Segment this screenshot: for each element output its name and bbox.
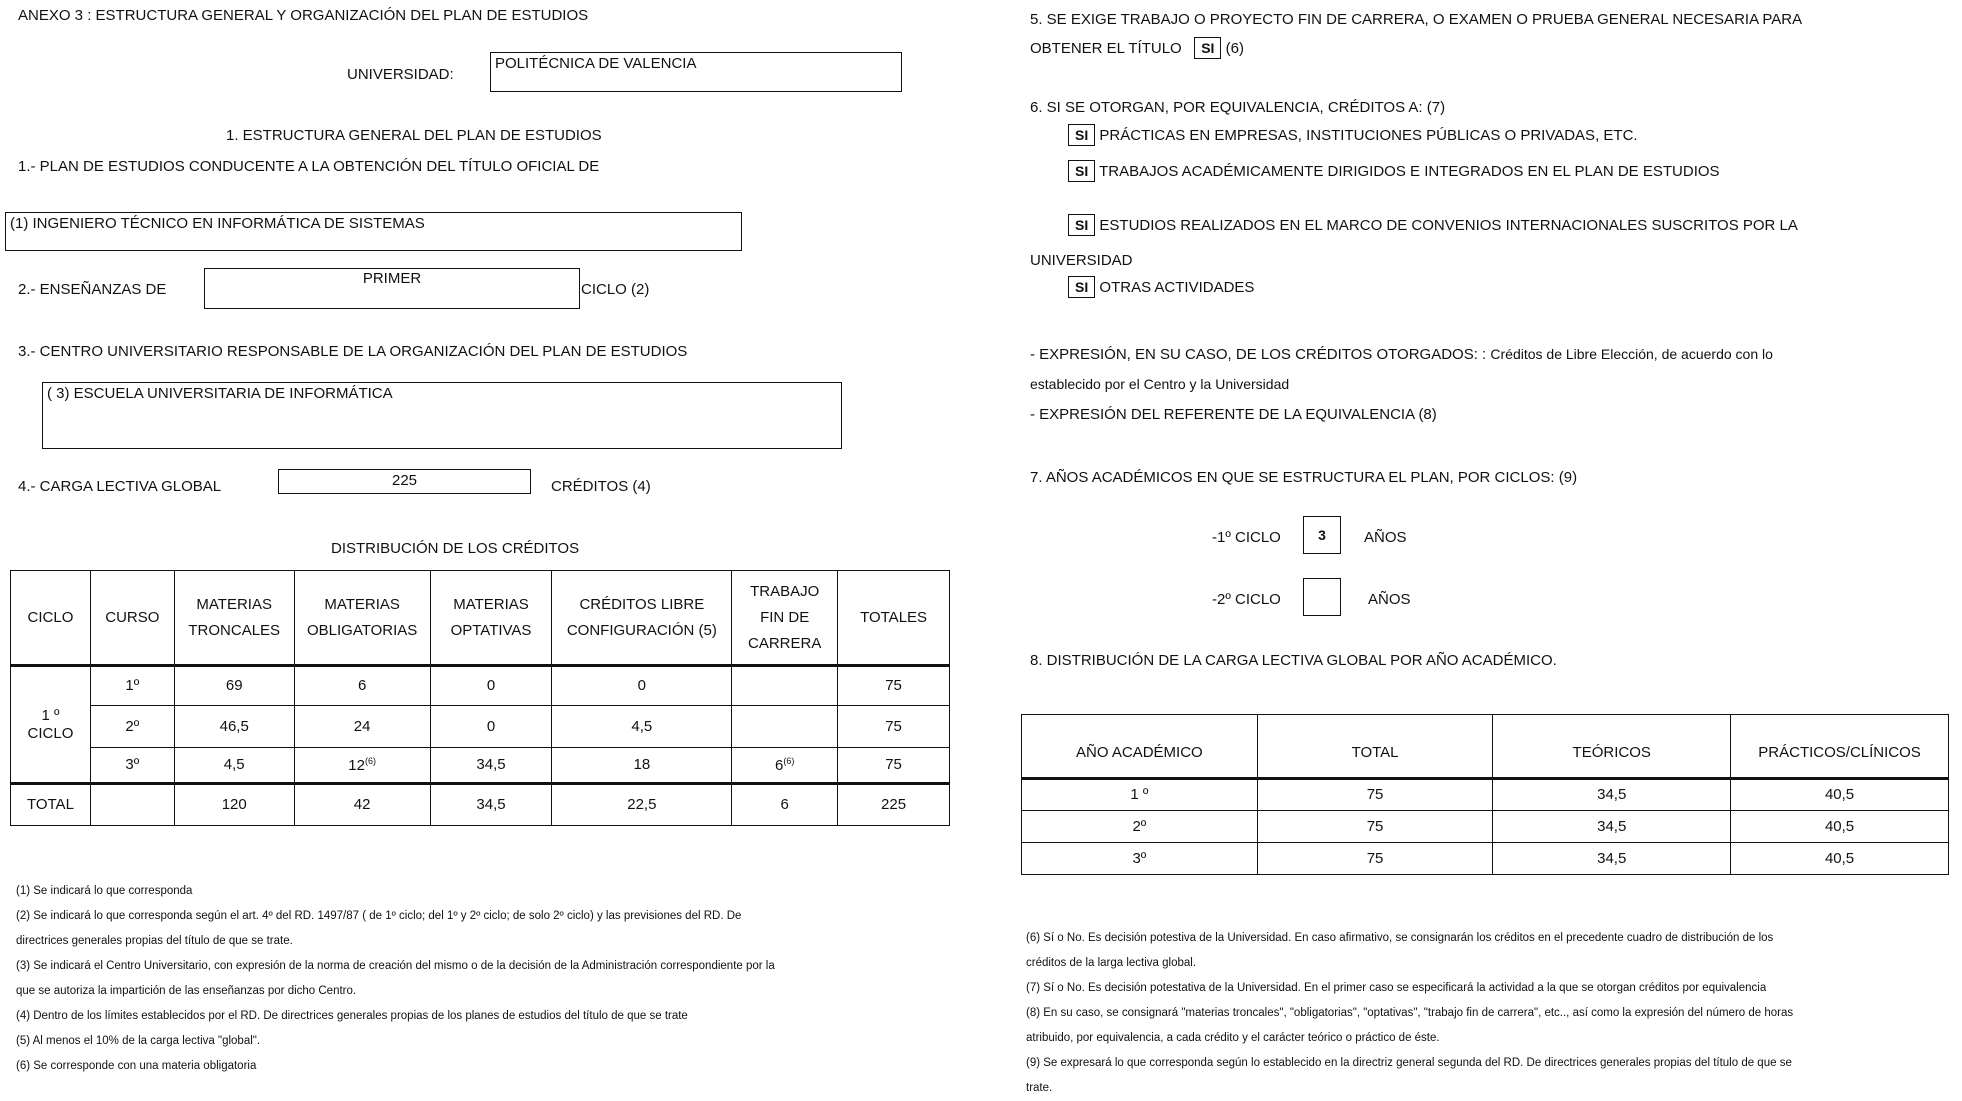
footnote-line: trate. — [1026, 1082, 1053, 1094]
item-6-wrap: UNIVERSIDAD — [1030, 252, 1133, 269]
option-label: TRABAJOS ACADÉMICAMENTE DIRIGIDOS E INTEGRADOS EN EL PLAN DE ESTUDIOS — [1099, 163, 1720, 180]
cell-troncales: 46,5 — [174, 706, 294, 748]
cell-libre: 0 — [552, 666, 732, 706]
header-optativas — [430, 571, 552, 666]
cell-libre: 18 — [552, 748, 732, 784]
cell-total: 75 — [1257, 811, 1493, 843]
header-curso: CURSO — [90, 571, 174, 666]
item-5-line2 — [1030, 37, 1244, 59]
cell-libre: 4,5 — [552, 706, 732, 748]
header-practicos: PRÁCTICOS/CLÍNICOS — [1731, 715, 1949, 779]
header-trabajo-line3: CARRERA — [748, 634, 822, 652]
ciclo-1-value: 3 — [1303, 516, 1341, 554]
expr-1-line — [1030, 346, 1773, 363]
item-3-label: 3.- CENTRO UNIVERSITARIO RESPONSABLE DE LA ORGANIZACIÓN DEL PLAN DE ESTUDIOS — [18, 343, 688, 360]
option-label: OTRAS ACTIVIDADES — [1099, 279, 1255, 296]
header-troncales — [174, 571, 294, 666]
footnote-line: (8) En su caso, se consignará "materias troncales", "obligatorias", "optativas", "trabajo fin de carrera", etc.., así como la expresión del número de horas — [1026, 1007, 1794, 1019]
header-obligatorias — [294, 571, 430, 666]
cell-anio: 2º — [1022, 811, 1258, 843]
cell-anio: 1 º — [1022, 779, 1258, 811]
footnote-line: que se autoriza la impartición de las enseñanzas por dicho Centro. — [16, 985, 357, 997]
titulo-field — [5, 212, 742, 251]
item-2-label: 2.- ENSEÑANZAS DE — [18, 281, 167, 298]
left-footnotes — [16, 879, 775, 1079]
footnote-line: (9) Se expresará lo que corresponda según lo establecido en la directriz general segunda del RD. De directrices generales propias del título de que se — [1026, 1057, 1792, 1069]
item-6-heading: 6. SI SE OTORGAN, POR EQUIVALENCIA, CRÉDITOS A: (7) — [1030, 99, 1446, 116]
header-troncales-line2: TRONCALES — [188, 621, 281, 639]
footnote-line: créditos de la larga lectiva global. — [1026, 957, 1197, 969]
universidad-label: UNIVERSIDAD: — [347, 66, 454, 83]
carga-header-row — [1022, 715, 1949, 779]
header-trabajo-line2: FIN DE — [760, 608, 810, 626]
cell-total: 75 — [1257, 843, 1493, 875]
distribucion-title: DISTRIBUCIÓN DE LOS CRÉDITOS — [331, 540, 580, 557]
item-6-option — [1068, 124, 1638, 146]
footnote-line: (1) Se indicará lo que corresponda — [16, 885, 193, 897]
right-footnotes — [1026, 926, 1793, 1101]
universidad-field — [490, 52, 902, 92]
option-value-box: SI — [1068, 124, 1095, 146]
item-8-heading: 8. DISTRIBUCIÓN DE LA CARGA LECTIVA GLOBAL POR AÑO ACADÉMICO. — [1030, 652, 1557, 669]
footnote-line: (3) Se indicará el Centro Universitario, con expresión de la norma de creación del mismo o de la decisión de la Administración correspondiente por la — [16, 960, 775, 972]
total-row — [11, 784, 950, 826]
total-curso — [90, 784, 174, 826]
cell-curso: 3º — [90, 748, 174, 784]
ciclo-2-label: -2º CICLO — [1212, 591, 1281, 608]
item-6-option — [1068, 214, 1798, 236]
table-row — [1022, 811, 1949, 843]
footnote-line: (6) Sí o No. Es decisión potestiva de la Universidad. En caso afirmativo, se consignarán los créditos en el precedente cuadro de distribución de los — [1026, 932, 1774, 944]
option-value-box: SI — [1068, 214, 1095, 236]
cell-teoricos: 34,5 — [1493, 811, 1731, 843]
cell-teoricos: 34,5 — [1493, 843, 1731, 875]
cell-trabajo — [732, 706, 838, 748]
header-libre — [552, 571, 732, 666]
total-obligatorias: 42 — [294, 784, 430, 826]
header-trabajo — [732, 571, 838, 666]
ciclo-2-suffix: AÑOS — [1368, 591, 1411, 608]
distribucion-table — [10, 570, 950, 826]
footnote-line: atribuido, por equivalencia, a cada crédito y el carácter teórico o práctico de éste. — [1026, 1032, 1440, 1044]
item-4-label: 4.- CARGA LECTIVA GLOBAL — [18, 478, 222, 495]
distribucion-header-row — [11, 571, 950, 666]
ciclo-cell-line2: CICLO — [27, 724, 74, 742]
cell-obligatorias-value: 12 — [348, 756, 365, 774]
footnote-line: directrices generales propias del título de que se trate. — [16, 935, 293, 947]
annex-title: ANEXO 3 : ESTRUCTURA GENERAL Y ORGANIZACIÓN DEL PLAN DE ESTUDIOS — [18, 7, 589, 24]
header-trabajo-line1: TRABAJO — [750, 582, 820, 600]
footnote-line: (5) Al menos el 10% de la carga lectiva "global". — [16, 1035, 261, 1047]
option-value-box: SI — [1068, 160, 1095, 182]
total-trabajo: 6 — [732, 784, 838, 826]
header-optativas-line1: MATERIAS — [453, 595, 529, 613]
item-5-line1: 5. SE EXIGE TRABAJO O PROYECTO FIN DE CARRERA, O EXAMEN O PRUEBA GENERAL NECESARIA PARA — [1030, 11, 1803, 28]
cell-optativas: 0 — [430, 666, 552, 706]
cell-curso: 2º — [90, 706, 174, 748]
header-ciclo: CICLO — [11, 571, 91, 666]
centro-value: ( 3) ESCUELA UNIVERSITARIA DE INFORMÁTICA — [47, 385, 393, 402]
cell-obligatorias — [294, 748, 430, 784]
header-total: TOTAL — [1257, 715, 1493, 779]
centro-field — [42, 382, 842, 449]
cell-trabajo-value: 6 — [775, 756, 784, 774]
item-6-option — [1068, 276, 1254, 298]
total-optativas: 34,5 — [430, 784, 552, 826]
footnote-line: (2) Se indicará lo que corresponda según el art. 4º del RD. 1497/87 ( de 1º ciclo; del 1º y 2º ciclo; de solo 2º ciclo) y las previsiones del RD. De — [16, 910, 742, 922]
cell-practicos: 40,5 — [1731, 843, 1949, 875]
cell-totales: 75 — [838, 706, 950, 748]
item-1-label: 1.- PLAN DE ESTUDIOS CONDUCENTE A LA OBTENCIÓN DEL TÍTULO OFICIAL DE — [18, 158, 600, 175]
cell-obligatorias: 6 — [294, 666, 430, 706]
item-5-suffix: (6) — [1225, 40, 1244, 57]
total-libre: 22,5 — [552, 784, 732, 826]
table-row — [11, 706, 950, 748]
header-obligatorias-line2: OBLIGATORIAS — [306, 621, 418, 639]
header-troncales-line1: MATERIAS — [196, 595, 272, 613]
cell-obligatorias: 24 — [294, 706, 430, 748]
cell-practicos: 40,5 — [1731, 779, 1949, 811]
option-value-box: SI — [1068, 276, 1095, 298]
table-row — [11, 666, 950, 706]
cell-total: 75 — [1257, 779, 1493, 811]
item-5-label: OBTENER EL TÍTULO — [1030, 40, 1182, 57]
cell-teoricos: 34,5 — [1493, 779, 1731, 811]
ensenanzas-value: PRIMER — [362, 270, 422, 287]
item-5-value-box: SI — [1194, 37, 1221, 59]
ciclo-1-suffix: AÑOS — [1364, 529, 1407, 546]
ensenanzas-field — [204, 268, 580, 309]
carga-field — [278, 469, 531, 494]
carga-value: 225 — [391, 472, 418, 489]
item-4-suffix: CRÉDITOS (4) — [551, 478, 651, 495]
table-row — [11, 748, 950, 784]
item-7-heading: 7. AÑOS ACADÉMICOS EN QUE SE ESTRUCTURA EL PLAN, POR CICLOS: (9) — [1030, 469, 1578, 486]
expr-1-value-2: establecido por el Centro y la Universidad — [1030, 376, 1290, 392]
carga-anual-table — [1021, 714, 1949, 875]
header-obligatorias-line1: MATERIAS — [324, 595, 400, 613]
cell-curso: 1º — [90, 666, 174, 706]
cell-anio: 3º — [1022, 843, 1258, 875]
table-row — [1022, 843, 1949, 875]
item-6-option — [1068, 160, 1720, 182]
ciclo-1-label: -1º CICLO — [1212, 529, 1281, 546]
cell-totales: 75 — [838, 748, 950, 784]
universidad-value: POLITÉCNICA DE VALENCIA — [495, 55, 697, 72]
total-troncales: 120 — [174, 784, 294, 826]
cell-troncales: 4,5 — [174, 748, 294, 784]
cell-trabajo — [732, 666, 838, 706]
cell-trabajo — [732, 748, 838, 784]
option-label: PRÁCTICAS EN EMPRESAS, INSTITUCIONES PÚBLICAS O PRIVADAS, ETC. — [1099, 127, 1638, 144]
expr-2-label: - EXPRESIÓN DEL REFERENTE DE LA EQUIVALENCIA (8) — [1030, 406, 1437, 423]
cell-optativas: 0 — [430, 706, 552, 748]
ciclo-cell — [11, 666, 91, 784]
section-1-heading: 1. ESTRUCTURA GENERAL DEL PLAN DE ESTUDIOS — [226, 127, 602, 144]
cell-optativas: 34,5 — [430, 748, 552, 784]
header-libre-line1: CRÉDITOS LIBRE — [579, 595, 705, 613]
header-totales: TOTALES — [838, 571, 950, 666]
titulo-value: (1) INGENIERO TÉCNICO EN INFORMÁTICA DE SISTEMAS — [10, 215, 425, 232]
cell-practicos: 40,5 — [1731, 811, 1949, 843]
footnote-ref: (6) — [364, 755, 376, 766]
expr-1-value: Créditos de Libre Elección, de acuerdo con lo — [1490, 346, 1773, 362]
table-row — [1022, 779, 1949, 811]
cell-totales: 75 — [838, 666, 950, 706]
header-anio: AÑO ACADÉMICO — [1022, 715, 1258, 779]
footnote-line: (7) Sí o No. Es decisión potestativa de la Universidad. En el primer caso se especificará la actividad a la que se otorgan créditos por equivalencia — [1026, 982, 1767, 994]
footnote-line: (4) Dentro de los límites establecidos por el RD. De directrices generales propias de los planes de estudios del título de que se trate — [16, 1010, 688, 1022]
header-libre-line2: CONFIGURACIÓN (5) — [566, 621, 717, 639]
option-label: ESTUDIOS REALIZADOS EN EL MARCO DE CONVENIOS INTERNACIONALES SUSCRITOS POR LA — [1099, 217, 1798, 234]
header-teoricos: TEÓRICOS — [1493, 715, 1731, 779]
footnote-ref: (6) — [783, 755, 795, 766]
ciclo-2-value — [1303, 578, 1341, 616]
header-optativas-line2: OPTATIVAS — [450, 621, 532, 639]
total-totales: 225 — [838, 784, 950, 826]
expr-1-label: - EXPRESIÓN, EN SU CASO, DE LOS CRÉDITOS OTORGADOS: : — [1030, 346, 1487, 363]
ciclo-cell-line1: 1 º — [41, 707, 60, 725]
item-2-suffix: CICLO (2) — [581, 281, 650, 298]
total-label: TOTAL — [11, 784, 91, 826]
footnote-line: (6) Se corresponde con una materia obligatoria — [16, 1060, 257, 1072]
cell-troncales: 69 — [174, 666, 294, 706]
